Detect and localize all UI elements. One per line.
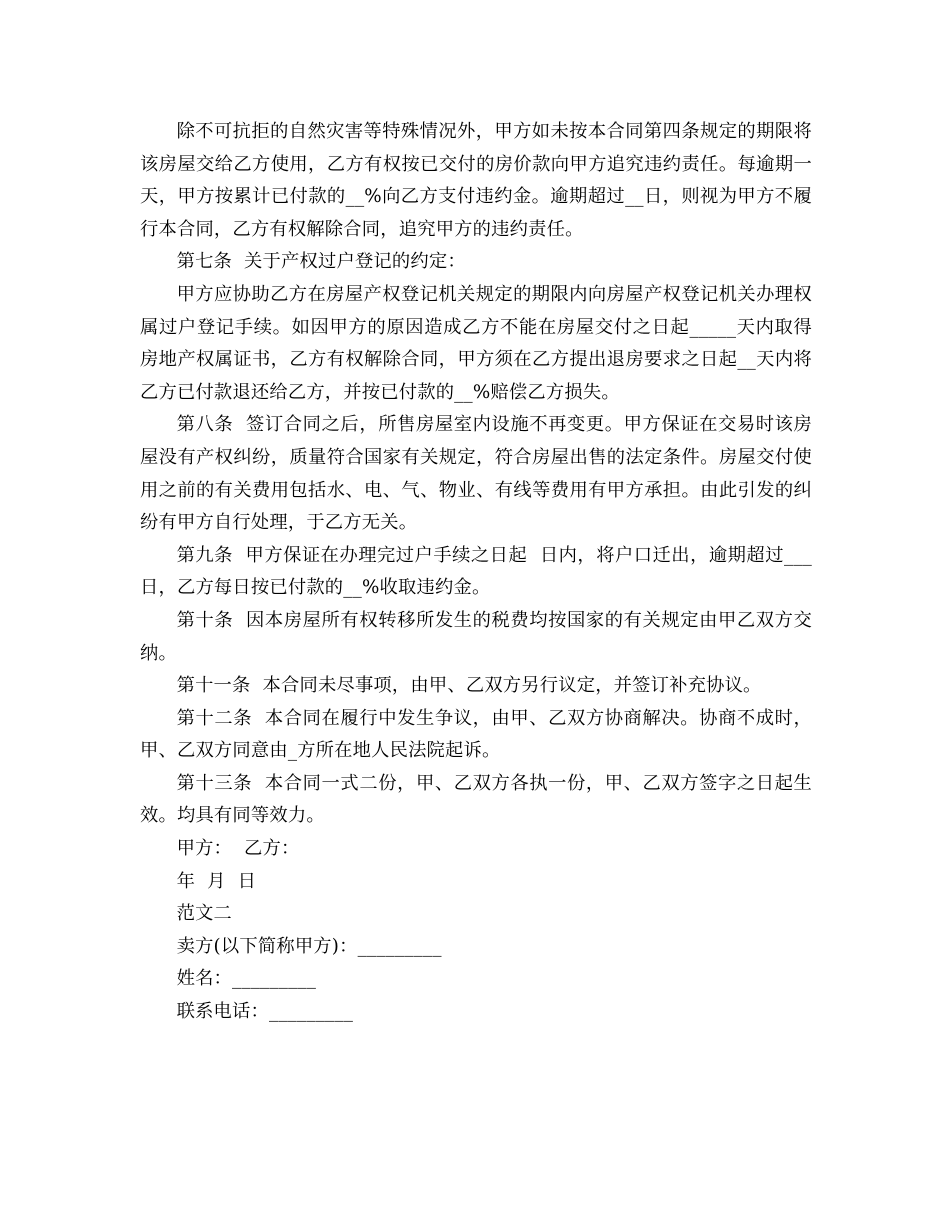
article-8: 第八条 签订合同之后，所售房屋室内设施不再变更。甲方保证在交易时该房屋没有产权纠纷，质量符合国家有关规定，符合房屋出售的法定条件。房屋交付使用之前的有关费用包括水、电、气、物业、有线等费用有甲方承担。由此引发的纠纷有甲方自行处理，于乙方无关。 (140, 414, 812, 534)
paragraph-title-transfer: 甲方应协助乙方在房屋产权登记机关规定的期限内向房屋产权登记机关办理权属过户登记手续。如因甲方的原因造成乙方不能在房屋交付之日起_____天内取得房地产权属证书，乙方有权解除合同，甲方须在乙方提出退房要求之日起__天内将乙方已付款退还给乙方，并按已付款的__%赔偿乙方损失。 (140, 283, 812, 403)
article-9: 第九条 甲方保证在办理完过户手续之日起 日内，将户口迁出，逾期超过___日，乙方每日按已付款的__%收取违约金。 (140, 544, 812, 599)
article-12: 第十二条 本合同在履行中发生争议，由甲、乙双方协商解决。协商不成时，甲、乙双方同意由_方所在地人民法院起诉。 (140, 707, 812, 762)
signature-parties: 甲方： 乙方： (176, 838, 300, 860)
seller-line: 卖方(以下简称甲方)：_________ (176, 935, 442, 957)
contract-body (140, 116, 812, 1029)
article-13: 第十三条 本合同一式二份，甲、乙双方各执一份，甲、乙双方签字之日起生效。均具有同等效力。 (140, 772, 812, 827)
name-line: 姓名：_________ (176, 968, 317, 990)
paragraph-breach-clause: 除不可抗拒的自然灾害等特殊情况外，甲方如未按本合同第四条规定的期限将该房屋交给乙方使用，乙方有权按已交付的房价款向甲方追究违约责任。每逾期一天，甲方按累计已付款的__%向乙方支付违约金。逾期超过__日，则视为甲方不履行本合同，乙方有权解除合同，追究甲方的违约责任。 (140, 121, 812, 240)
phone-line: 联系电话：_________ (176, 1001, 354, 1023)
signature-date: 年 月 日 (176, 870, 257, 892)
article-11: 第十一条 本合同未尽事项，由甲、乙双方另行议定，并签订补充协议。 (176, 675, 762, 697)
sample-two-heading: 范文二 (176, 903, 233, 925)
article-10: 第十条 因本房屋所有权转移所发生的税费均按国家的有关规定由甲乙双方交纳。 (140, 609, 812, 664)
article-7-heading: 第七条 关于产权过户登记的约定： (176, 251, 466, 273)
